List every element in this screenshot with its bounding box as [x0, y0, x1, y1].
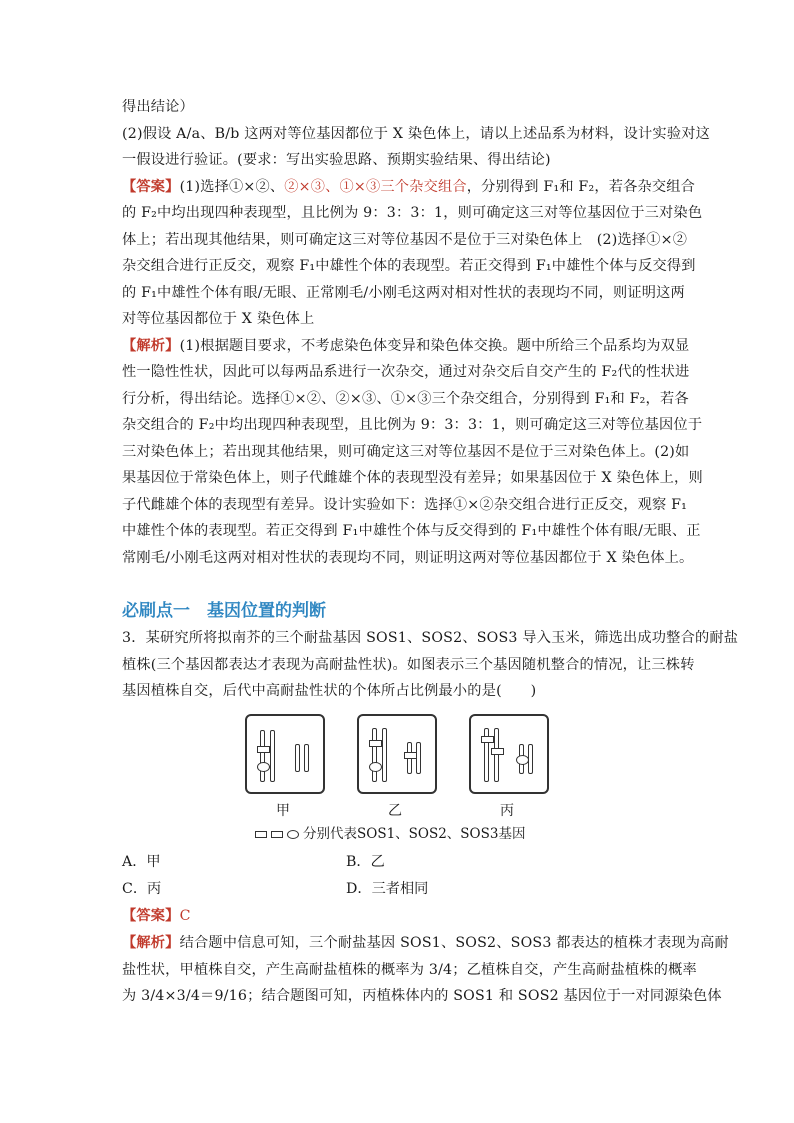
analysis-line: 子代雌雄个体的表现型有差异。设计实验如下：选择①×②杂交组合进行正反交，观察 F₁	[122, 497, 688, 513]
answer-text: ，分别得到 F₁和 F₂，若各杂交组合	[466, 179, 696, 195]
question-line: 3．某研究所将拟南芥的三个耐盐基因 SOS1、SOS2、SOS3 导入玉米，筛选出成功整合的耐盐	[122, 630, 739, 646]
chromosome	[494, 728, 499, 782]
answer-line	[122, 906, 191, 926]
figure-label-yi: 乙	[388, 803, 402, 819]
analysis-tag: 【解析】	[122, 338, 180, 354]
chromosome	[270, 730, 275, 782]
cell-bing	[469, 714, 549, 794]
sos2-gene	[404, 752, 417, 759]
answer-text: (1)选择①×②、	[179, 179, 285, 195]
answer-line: 对等位基因都位于 X 染色体上	[122, 311, 315, 327]
sos3-gene	[257, 762, 270, 772]
question-line: 基因植株自交，后代中高耐盐性状的个体所占比例最小的是( )	[122, 683, 537, 699]
analysis-tag: 【解析】	[122, 935, 180, 951]
sos3-symbol	[287, 830, 299, 839]
chromosome	[295, 744, 300, 772]
chromosome	[382, 728, 387, 782]
text-line: 得出结论）	[122, 99, 194, 115]
analysis-line: 中雄性个体的表现型。若正交得到 F₁中雄性个体与反交得到的 F₁中雄性个体有眼/无眼、正	[122, 523, 701, 539]
analysis-line: 为 3/4×3/4＝9/16；结合题图可知，丙植株体内的 SOS1 和 SOS2 基因位于一对同源染色体	[122, 988, 722, 1004]
analysis-line	[122, 933, 729, 953]
answer-line: 的 F₂中均出现四种表现型，且比例为 9：3：3：1，则可确定这三对等位基因位于三对染色	[122, 205, 703, 221]
sos1-gene	[481, 736, 494, 743]
cell-yi	[357, 714, 437, 794]
section-heading: 必刷点一 基因位置的判断	[122, 601, 326, 621]
sos3-gene	[516, 755, 529, 765]
question-line: 植株(三个基因都表达才表现为高耐盐性状)。如图表示三个基因随机整合的情况，让三株转	[122, 657, 695, 673]
analysis-text: 结合题中信息可知，三个耐盐基因 SOS1、SOS2、SOS3 都表达的植株才表现为高耐	[179, 935, 729, 951]
analysis-line: 盐性状，甲植株自交，产生高耐盐植株的概率为 3/4；乙植株自交，产生高耐盐植株的概率	[122, 962, 697, 978]
sos2-gene	[491, 748, 504, 755]
option-c: C．丙	[122, 881, 162, 897]
sos1-symbol	[255, 831, 267, 838]
analysis-line: 果基因位于常染色体上，则子代雌雄个体的表现型没有差异；如果基因位于 X 染色体上，则	[122, 470, 703, 486]
analysis-line: 性一隐性性状，因此可以每两品系进行一次杂交，通过对杂交后自交产生的 F₂代的性状进	[122, 364, 690, 380]
answer-line: 杂交组合进行正反交，观察 F₁中雄性个体的表现型。若正交得到 F₁中雄性个体与反交得到	[122, 258, 696, 274]
option-d: D．三者相同	[346, 881, 429, 897]
gene-figure	[245, 714, 555, 844]
option-a: A．甲	[122, 854, 161, 870]
analysis-line	[122, 336, 689, 356]
answer-tag: 【答案】	[122, 179, 180, 195]
figure-label-jia: 甲	[276, 803, 290, 819]
analysis-line: 三对染色体上；若出现其他结果，则可确定这三对等位基因不是位于三对染色体上。(2)如	[122, 444, 690, 460]
figure-label-bing: 丙	[500, 803, 514, 819]
answer-highlight: ②×③、①×③三个杂交组合	[284, 179, 467, 195]
sos3-gene	[369, 762, 382, 772]
chromosome	[260, 730, 265, 782]
chromosome	[372, 728, 377, 782]
answer-line: 体上；若出现其他结果，则可确定这三对等位基因不是位于三对染色体上 (2)选择①×②	[122, 232, 688, 248]
answer-line	[122, 177, 695, 197]
chromosome	[304, 744, 309, 772]
text-line: (2)假设 A/a、B/b 这两对等位基因都位于 X 染色体上，请以上述品系为材料，设计实验对这	[122, 126, 710, 142]
sos1-gene	[257, 746, 270, 753]
legend-text: 分别代表SOS1、SOS2、SOS3基因	[303, 826, 526, 842]
figure-legend	[255, 822, 525, 842]
option-b: B．乙	[346, 854, 385, 870]
sos2-symbol	[271, 831, 283, 838]
text-line: 一假设进行验证。(要求：写出实验思路、预期实验结果、得出结论)	[122, 152, 551, 168]
answer-line: 的 F₁中雄性个体有眼/无眼、正常刚毛/小刚毛这两对相对性状的表现均不同，则证明这两	[122, 285, 685, 301]
analysis-line: 杂交组合的 F₂中均出现四种表现型，且比例为 9：3：3：1，则可确定这三对等位基因位于	[122, 417, 703, 433]
sos1-gene	[369, 740, 382, 747]
analysis-line: 行分析，得出结论。选择①×②、②×③、①×③三个杂交组合，分别得到 F₁和 F₂，若各	[122, 391, 689, 407]
cell-jia	[245, 714, 325, 794]
analysis-line: 常刚毛/小刚毛这两对相对性状的表现均不同，则证明这两对等位基因都位于 X 染色体上。	[122, 550, 694, 566]
answer-value: C	[179, 908, 191, 924]
analysis-text: (1)根据题目要求，不考虑染色体变异和染色体交换。题中所给三个品系均为双显	[179, 338, 690, 354]
answer-tag: 【答案】	[122, 908, 180, 924]
